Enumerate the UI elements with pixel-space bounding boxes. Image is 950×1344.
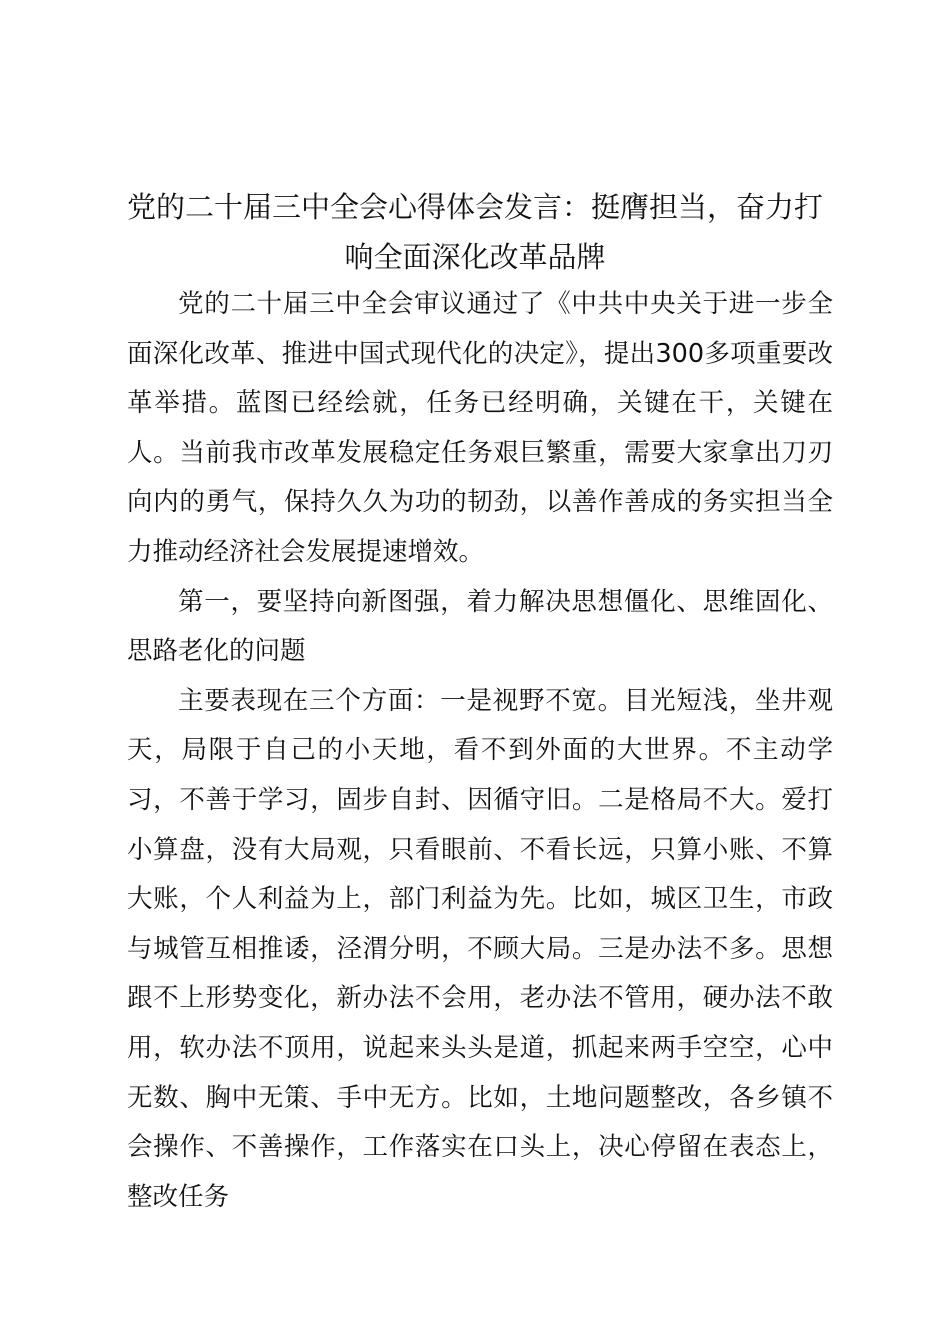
paragraph-main-issues: 主要表现在三个方面：一是视野不宽。目光短浅，坐井观天，局限于自己的小天地，看不到外面的大世界。不主动学习，不善于学习，固步自封、因循守旧。二是格局不大。爱打小算盘，没有大局观，只看眼前、不看长远，只算小账、不算大账，个人利益为上，部门利益为先。比如，城区卫生，市政与城管互相推诿，泾渭分明，不顾大局。三是办法不多。思想跟不上形势变化，新办法不会用，老办法不管用，硬办法不敢用，软办法不顶用，说起来头头是道，抓起来两手空空，心中无数、胸中无策、手中无方。比如，土地问题整改，各乡镇不会操作、不善操作，工作落实在口头上，决心停留在表态上，整改任务 <box>127 685 833 1212</box>
document-title: 党的二十届三中全会心得体会发言：挺膺担当，奋力打响全面深化改革品牌 <box>126 190 823 274</box>
paragraph-heading-first: 第一，要坚持向新图强，着力解决思想僵化、思维固化、思路老化的问题 <box>127 586 833 667</box>
document-body <box>127 280 833 1222</box>
paragraph-intro: 党的二十届三中全会审议通过了《中共中央关于进一步全面深化改革、推进中国式现代化的决定》，提出300多项重要改革举措。蓝图已经绘就，任务已经明确，关键在干，关键在人。当前我市改革发展稳定任务艰巨繁重，需要大家拿出刀刃向内的勇气，保持久久为功的韧劲，以善作善成的务实担当全力推动经济社会发展提速增效。 <box>127 289 833 567</box>
